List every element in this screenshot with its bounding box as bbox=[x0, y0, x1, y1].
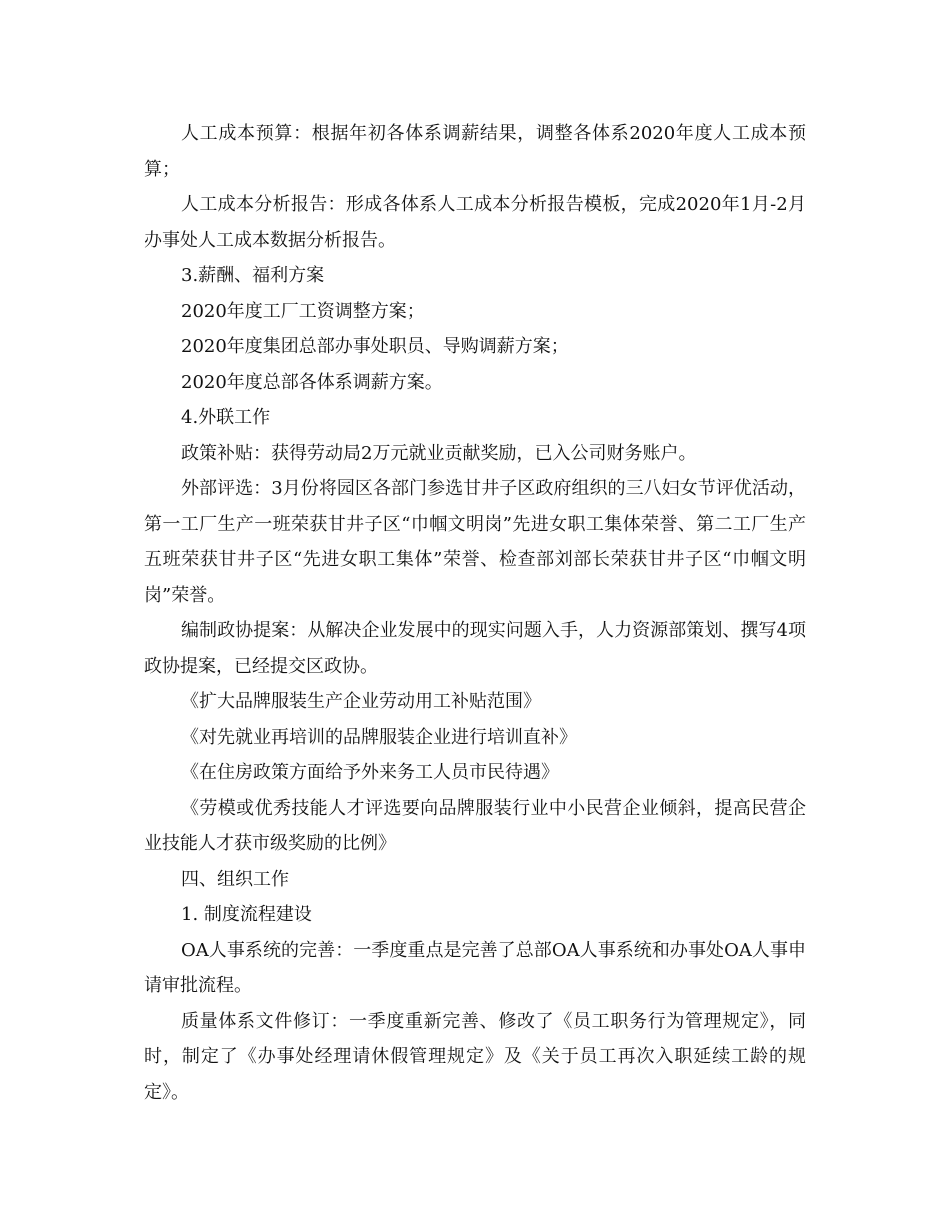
subsection-heading: 1. 制度流程建设 bbox=[181, 904, 312, 925]
proposal-item: 《劳模或优秀技能人才评选要向品牌服装行业中小民营企业倾斜，提高民营企业技能人才获市级奖励的比例》 bbox=[144, 797, 806, 854]
paragraph: 人工成本分析报告：形成各体系人工成本分析报告模板，完成2020年1月-2月办事处人工成本数据分析报告。 bbox=[144, 194, 806, 251]
list-item: 2020年度集团总部办事处职员、导购调薪方案； bbox=[181, 336, 569, 357]
paragraph: 编制政协提案：从解决企业发展中的现实问题入手，人力资源部策划、撰写4项政协提案，已经提交区政协。 bbox=[144, 620, 806, 677]
list-item: 2020年度工厂工资调整方案； bbox=[181, 300, 425, 322]
list-item: 2020年度总部各体系调薪方案。 bbox=[181, 371, 443, 393]
section-heading: 4.外联工作 bbox=[181, 407, 271, 428]
paragraph: 人工成本预算：根据年初各体系调薪结果，调整各体系2020年度人工成本预算； bbox=[144, 123, 806, 180]
section-heading: 四、组织工作 bbox=[181, 868, 289, 890]
proposal-item: 《对先就业再培训的品牌服装企业进行培训直补》 bbox=[181, 726, 577, 748]
paragraph: 政策补贴：获得劳动局2万元就业贡献奖励，已入公司财务账户。 bbox=[181, 442, 697, 464]
document-body bbox=[144, 116, 806, 1110]
proposal-item: 《扩大品牌服装生产企业劳动用工补贴范围》 bbox=[181, 691, 541, 712]
section-heading: 3.薪酬、福利方案 bbox=[181, 265, 325, 286]
paragraph: OA人事系统的完善：一季度重点是完善了总部OA人事系统和办事处OA人事申请审批流程。 bbox=[144, 939, 806, 996]
proposal-item: 《在住房政策方面给予外来务工人员市民待遇》 bbox=[181, 762, 559, 783]
paragraph: 质量体系文件修订：一季度重新完善、修改了《员工职务行为管理规定》，同时，制定了《办事处经理请休假管理规定》及《关于员工再次入职延续工龄的规定》。 bbox=[144, 1010, 806, 1103]
paragraph: 外部评选：3月份将园区各部门参选甘井子区政府组织的三八妇女节评优活动，第一工厂生产一班荣获甘井子区“巾帼文明岗”先进女职工集体荣誉、第二工厂生产五班荣获甘井子区“先进女职工集体”荣誉、检查部刘部长荣获甘井子区“巾帼文明岗”荣誉。 bbox=[144, 478, 806, 606]
